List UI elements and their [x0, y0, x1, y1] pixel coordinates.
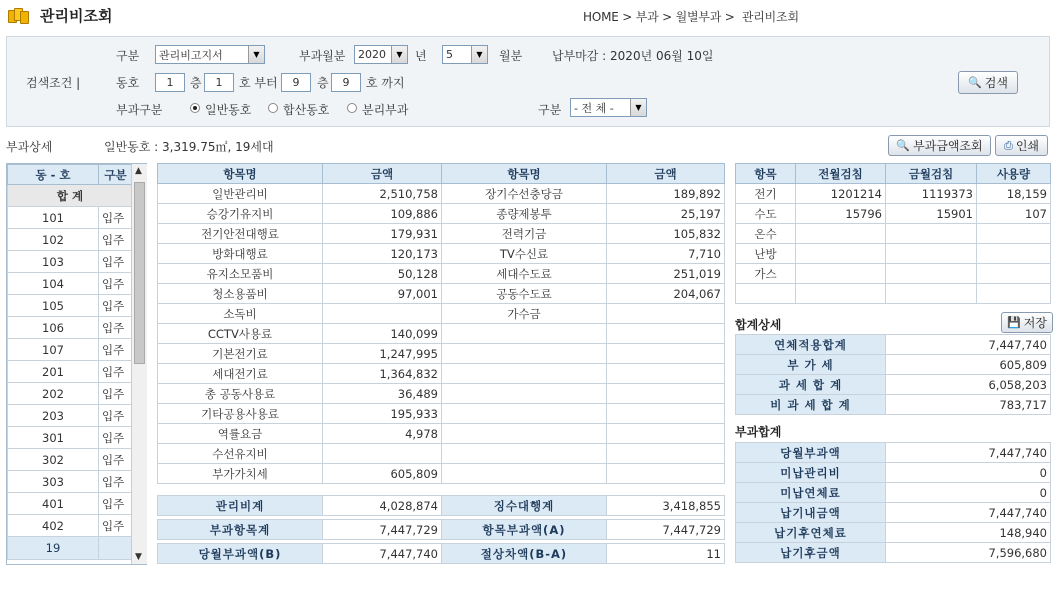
table-row: [736, 523, 1051, 543]
item-amount: [607, 364, 725, 384]
item-name: 청소용품비: [158, 284, 323, 304]
scroll-thumb[interactable]: [134, 182, 145, 364]
total-detail-table: [735, 334, 1051, 415]
year-select-value: 2020: [358, 48, 386, 61]
table-row[interactable]: [8, 317, 133, 339]
item-name: 전기안전대행료: [158, 224, 323, 244]
table-row: [736, 395, 1051, 415]
item-amount: 25,197: [607, 204, 725, 224]
meter-cell: [977, 284, 1051, 304]
item-amount: 7,710: [607, 244, 725, 264]
item-amount: 1,364,832: [323, 364, 442, 384]
unit-status: 입주: [99, 383, 133, 405]
unit-col-gubun[interactable]: 구분: [99, 165, 133, 185]
item-amount: 2,510,758: [323, 184, 442, 204]
meter-cell: 1201214: [796, 184, 886, 204]
unit-dongho: 201: [8, 361, 99, 383]
summary-value: 7,447,740: [886, 503, 1051, 523]
summary-value: 148,940: [886, 523, 1051, 543]
item-name: [442, 324, 607, 344]
meter-cell: [796, 224, 886, 244]
summary-value: 783,717: [886, 395, 1051, 415]
unit-dongho: 106: [8, 317, 99, 339]
item-amount: 109,886: [323, 204, 442, 224]
item-amount: 1,247,995: [323, 344, 442, 364]
table-row: [736, 355, 1051, 375]
item-name: 가수금: [442, 304, 607, 324]
item-name: 공동수도료: [442, 284, 607, 304]
table-row: [736, 264, 1051, 284]
radio-combined-label: 합산동호: [283, 103, 330, 117]
meter-cell: [977, 244, 1051, 264]
ho-from-input[interactable]: 1: [204, 73, 234, 92]
unit-dongho: 101: [8, 207, 99, 229]
summary-value: 6,058,203: [886, 375, 1051, 395]
meter-cell: 난방: [736, 244, 796, 264]
meter-col-prev: 전월검침: [796, 164, 886, 184]
meter-cell: [796, 244, 886, 264]
item-amount: 204,067: [607, 284, 725, 304]
scroll-up-icon[interactable]: ▲: [135, 166, 142, 176]
table-row: [158, 244, 725, 264]
item-name: 기타공용사용료: [158, 404, 323, 424]
item-name: 승강기유지비: [158, 204, 323, 224]
item-name: TV수신료: [442, 244, 607, 264]
item-amount: 105,832: [607, 224, 725, 244]
gubun2-label: 구분: [538, 103, 562, 117]
meter-cell: 107: [977, 204, 1051, 224]
table-row: [736, 375, 1051, 395]
item-name: [442, 424, 607, 444]
table-row: [736, 503, 1051, 523]
print-button-label: 인쇄: [1015, 139, 1039, 153]
radio-separate-label: 분리부과: [362, 103, 409, 117]
meter-cell: 가스: [736, 264, 796, 284]
table-row: [736, 443, 1051, 463]
floor-to-input[interactable]: 9: [281, 73, 311, 92]
item-name: 장기수선충당금: [442, 184, 607, 204]
meter-cell: [886, 224, 977, 244]
item-amount: [607, 344, 725, 364]
gubun2-select-value: - 전 체 -: [574, 101, 614, 115]
item-name: 부가가치세: [158, 464, 323, 484]
month-label: 부과월분: [299, 49, 346, 63]
item-amount: 251,019: [607, 264, 725, 284]
items-col-amount-2: 금액: [607, 164, 725, 184]
item-name: 총 공동사용료: [158, 384, 323, 404]
unit-status: 입주: [99, 251, 133, 273]
table-row[interactable]: [8, 273, 133, 295]
folder-icon: [8, 7, 30, 25]
unit-status: 입주: [99, 449, 133, 471]
table-row: [158, 184, 725, 204]
print-button[interactable]: [995, 135, 1048, 156]
meter-table: [735, 163, 1051, 304]
search-condition-label: 검색조건 |: [26, 76, 81, 90]
month-unit: 월분: [499, 49, 523, 63]
item-amount: 97,001: [323, 284, 442, 304]
unit-status: 입주: [99, 427, 133, 449]
save-button[interactable]: [1001, 312, 1053, 333]
total-label: 항목부과액(A): [442, 520, 607, 540]
table-row: [736, 543, 1051, 563]
table-row: [158, 264, 725, 284]
breadcrumb-home[interactable]: HOME: [583, 10, 619, 24]
table-row: [158, 324, 725, 344]
unit-dongho: 402: [8, 515, 99, 537]
item-name: 세대수도료: [442, 264, 607, 284]
table-row: [736, 335, 1051, 355]
items-col-name-2: 항목명: [442, 164, 607, 184]
chevron-down-icon: ▼: [471, 46, 487, 63]
table-row[interactable]: [8, 207, 133, 229]
summary-value: 0: [886, 463, 1051, 483]
detail-summary: 일반동호 : 3,319.75㎡, 19세대: [104, 140, 274, 154]
item-name: [442, 344, 607, 364]
floor-from-input[interactable]: 1: [155, 73, 185, 92]
unit-status: 입주: [99, 295, 133, 317]
lookup-amount-button[interactable]: [888, 135, 991, 156]
table-row[interactable]: [8, 427, 133, 449]
table-row: [158, 344, 725, 364]
unit-status: 입주: [99, 229, 133, 251]
item-name: [442, 384, 607, 404]
table-row[interactable]: [8, 383, 133, 405]
unit-status: 입주: [99, 339, 133, 361]
total-amount: 7,447,740: [323, 544, 442, 564]
meter-cell: [977, 224, 1051, 244]
summary-label: 미납연체료: [736, 483, 886, 503]
item-amount: 189,892: [607, 184, 725, 204]
radio-combined[interactable]: [268, 103, 278, 113]
chevron-down-icon: ▼: [248, 46, 264, 63]
radio-general-label: 일반동호: [205, 103, 252, 117]
item-amount: [323, 444, 442, 464]
summary-label: 연체적용합계: [736, 335, 886, 355]
table-row[interactable]: [8, 339, 133, 361]
items-col-name: 항목명: [158, 164, 323, 184]
table-row[interactable]: [8, 361, 133, 383]
summary-value: 0: [886, 483, 1051, 503]
table-row[interactable]: [8, 493, 133, 515]
unit-dongho: 203: [8, 405, 99, 427]
table-row: [158, 544, 725, 564]
unit-dongho: 102: [8, 229, 99, 251]
detail-label: 부과상세: [6, 140, 53, 154]
charge-total-table: [735, 442, 1051, 563]
meter-cell: 전기: [736, 184, 796, 204]
table-row: [158, 520, 725, 540]
summary-label: 부 가 세: [736, 355, 886, 375]
meter-col-item: 항목: [736, 164, 796, 184]
item-name: 유지소모품비: [158, 264, 323, 284]
item-name: [442, 444, 607, 464]
unit-scrollbar[interactable]: [131, 164, 147, 564]
item-amount: 120,173: [323, 244, 442, 264]
table-row[interactable]: [8, 229, 133, 251]
table-row: [158, 444, 725, 464]
month-select[interactable]: [442, 45, 488, 64]
summary-label: 납기내금액: [736, 503, 886, 523]
unit-dongho: 301: [8, 427, 99, 449]
item-name: 방화대행료: [158, 244, 323, 264]
floor-unit-label-2: 층: [317, 76, 329, 90]
total-label: 관리비계: [158, 496, 323, 516]
item-amount: [607, 384, 725, 404]
item-name: CCTV사용료: [158, 324, 323, 344]
gubun-label: 구분: [116, 49, 140, 63]
meter-cell: 15796: [796, 204, 886, 224]
to-label: 호 까지: [366, 76, 405, 90]
item-name: [442, 404, 607, 424]
unit-status: 입주: [99, 471, 133, 493]
meter-cell: [736, 284, 796, 304]
table-row[interactable]: [8, 515, 133, 537]
item-name: 종량제봉투: [442, 204, 607, 224]
meter-cell: 15901: [886, 204, 977, 224]
meter-col-curr: 금월검침: [886, 164, 977, 184]
ho-to-input[interactable]: 9: [331, 73, 361, 92]
item-amount: [607, 304, 725, 324]
summary-value: 7,447,740: [886, 443, 1051, 463]
meter-cell: [977, 264, 1051, 284]
unit-dongho: 202: [8, 383, 99, 405]
total-label: 징수대행계: [442, 496, 607, 516]
table-row[interactable]: [8, 295, 133, 317]
summary-label: 납기후금액: [736, 543, 886, 563]
table-row[interactable]: [8, 251, 133, 273]
table-row: [736, 483, 1051, 503]
table-row: [736, 463, 1051, 483]
unit-list: [6, 163, 147, 565]
item-name: 세대전기료: [158, 364, 323, 384]
meter-cell: [886, 284, 977, 304]
unit-status: 입주: [99, 207, 133, 229]
year-select[interactable]: [354, 45, 408, 64]
table-row: [158, 204, 725, 224]
unit-col-dongho[interactable]: 동 - 호: [8, 165, 99, 185]
total-amount: 3,418,855: [607, 496, 725, 516]
item-name: 기본전기료: [158, 344, 323, 364]
summary-value: 7,447,740: [886, 335, 1051, 355]
printer-icon: ⎙: [1004, 138, 1013, 152]
table-row[interactable]: [8, 471, 133, 493]
type-label: 부과구분: [116, 103, 163, 117]
total-amount: 11: [607, 544, 725, 564]
table-row: [736, 284, 1051, 304]
unit-total-row[interactable]: [8, 185, 133, 207]
total-detail-label: 합계상세: [735, 318, 782, 332]
total-amount: 4,028,874: [323, 496, 442, 516]
summary-label: 비 과 세 합 계: [736, 395, 886, 415]
search-icon: 🔍: [896, 139, 911, 152]
item-amount: [323, 304, 442, 324]
dong-label: 동호: [116, 76, 140, 90]
item-name: 일반관리비: [158, 184, 323, 204]
total-amount: 7,447,729: [607, 520, 725, 540]
page-title-area: [8, 5, 112, 26]
unit-dongho: 104: [8, 273, 99, 295]
item-amount: [607, 404, 725, 424]
meter-cell: 온수: [736, 224, 796, 244]
total-label: 당월부과액(B): [158, 544, 323, 564]
summary-label: 납기후연체료: [736, 523, 886, 543]
table-row: [736, 204, 1051, 224]
unit-status: 입주: [99, 317, 133, 339]
total-amount: 7,447,729: [323, 520, 442, 540]
table-row: [158, 384, 725, 404]
search-button-label: 검색: [984, 76, 1008, 90]
unit-dongho: 303: [8, 471, 99, 493]
search-icon: 🔍: [968, 76, 982, 89]
page-title: 관리비조회: [40, 7, 113, 25]
item-amount: [607, 324, 725, 344]
meter-cell: 18,159: [977, 184, 1051, 204]
table-row: [158, 304, 725, 324]
month-select-value: 5: [446, 48, 453, 61]
total-label: 부과항목계: [158, 520, 323, 540]
summary-label: 당월부과액: [736, 443, 886, 463]
unit-dongho: 302: [8, 449, 99, 471]
item-amount: [607, 424, 725, 444]
unit-count-row: [8, 537, 133, 560]
item-amount: 195,933: [323, 404, 442, 424]
gubun-select[interactable]: [155, 45, 265, 64]
summary-value: 7,596,680: [886, 543, 1051, 563]
item-amount: [607, 464, 725, 484]
meter-cell: 수도: [736, 204, 796, 224]
unit-status: 입주: [99, 273, 133, 295]
item-amount: 4,978: [323, 424, 442, 444]
unit-status: 입주: [99, 361, 133, 383]
item-name: [442, 464, 607, 484]
gubun-select-value: 관리비고지서: [159, 48, 223, 62]
lookup-amount-label: 부과금액조회: [913, 139, 983, 153]
items-table: [157, 163, 725, 484]
radio-separate[interactable]: [347, 103, 357, 113]
floor-unit-label: 층: [190, 76, 202, 90]
item-name: [442, 364, 607, 384]
total-label: 절상차액(B-A): [442, 544, 607, 564]
table-row: [736, 184, 1051, 204]
item-amount: 605,809: [323, 464, 442, 484]
save-button-label: 저장: [1023, 316, 1047, 330]
search-button[interactable]: [958, 71, 1018, 94]
table-row[interactable]: [8, 405, 133, 427]
item-amount: 140,099: [323, 324, 442, 344]
breadcrumb: HOME > 부과 > 월별부과 > 관리비조회: [583, 10, 799, 24]
scroll-down-icon[interactable]: ▼: [135, 552, 142, 562]
item-name: 소독비: [158, 304, 323, 324]
chevron-down-icon: ▼: [391, 46, 407, 63]
chevron-down-icon: ▼: [630, 99, 646, 116]
unit-table: [7, 164, 133, 560]
table-row[interactable]: [8, 449, 133, 471]
summary-label: 미납관리비: [736, 463, 886, 483]
breadcrumb-monthly[interactable]: 월별부과: [675, 10, 722, 24]
items-totals-table: [157, 495, 725, 564]
item-name: 수선유지비: [158, 444, 323, 464]
unit-status: 입주: [99, 493, 133, 515]
breadcrumb-levy[interactable]: 부과: [635, 10, 659, 24]
unit-dongho: 107: [8, 339, 99, 361]
item-amount: 36,489: [323, 384, 442, 404]
table-row: [158, 224, 725, 244]
meter-col-usage: 사용량: [977, 164, 1051, 184]
save-icon: 💾: [1007, 316, 1021, 329]
meter-cell: 1119373: [886, 184, 977, 204]
table-row: [158, 284, 725, 304]
table-row: [158, 496, 725, 516]
unit-total-cell: 합 계: [8, 185, 133, 207]
due-date: 납부마감 : 2020년 06월 10일: [552, 49, 714, 63]
radio-general[interactable]: [190, 103, 200, 113]
summary-value: 605,809: [886, 355, 1051, 375]
unit-count: 19: [8, 537, 99, 560]
summary-label: 과 세 합 계: [736, 375, 886, 395]
meter-cell: [796, 284, 886, 304]
table-row: [158, 464, 725, 484]
meter-cell: [886, 264, 977, 284]
year-unit: 년: [415, 49, 427, 63]
item-amount: 50,128: [323, 264, 442, 284]
unit-dongho: 103: [8, 251, 99, 273]
breadcrumb-current: 관리비조회: [741, 10, 799, 24]
unit-status: 입주: [99, 515, 133, 537]
table-row: [736, 244, 1051, 264]
unit-count-blank: [99, 537, 133, 560]
item-amount: [607, 444, 725, 464]
unit-dongho: 105: [8, 295, 99, 317]
table-row: [736, 224, 1051, 244]
meter-cell: [796, 264, 886, 284]
from-label: 호 부터: [239, 76, 278, 90]
item-name: 전력기금: [442, 224, 607, 244]
table-row: [158, 424, 725, 444]
table-row: [158, 364, 725, 384]
unit-dongho: 401: [8, 493, 99, 515]
table-row: [158, 404, 725, 424]
item-amount: 179,931: [323, 224, 442, 244]
gubun2-select[interactable]: [570, 98, 647, 117]
charge-total-label: 부과합계: [735, 425, 782, 439]
meter-cell: [886, 244, 977, 264]
items-col-amount: 금액: [323, 164, 442, 184]
item-name: 역률요금: [158, 424, 323, 444]
unit-status: 입주: [99, 405, 133, 427]
